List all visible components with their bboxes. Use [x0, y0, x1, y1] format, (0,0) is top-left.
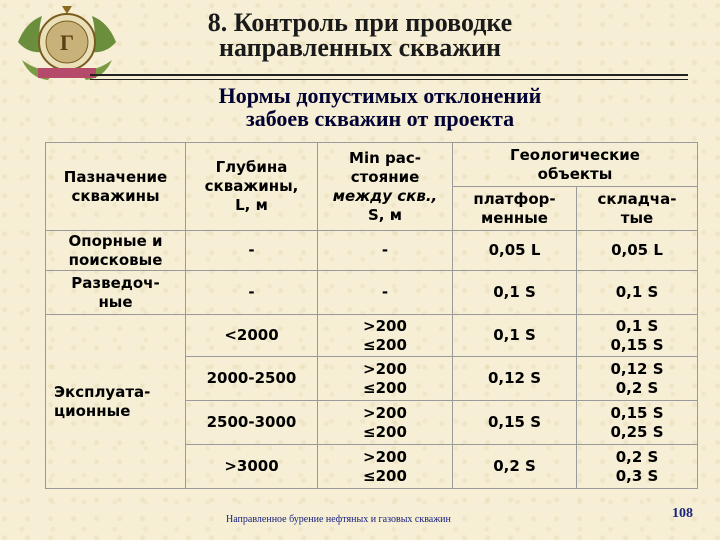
row-label: Опорные и поисковые	[46, 231, 186, 271]
cell-distance: >200 ≤200	[318, 315, 453, 357]
slide-subtitle-line2: забоев скважин от проекта	[245, 106, 515, 131]
deviation-norms-table	[45, 142, 698, 489]
header-platform: платфор- менные	[453, 187, 577, 231]
cell-distance: >200 ≤200	[318, 401, 453, 445]
table-header-row	[46, 143, 698, 187]
page-number: 108	[672, 506, 693, 521]
header-geological-objects: Геологические объекты	[453, 143, 698, 187]
table-row	[46, 231, 698, 271]
slide-subtitle	[150, 84, 610, 130]
slide-title-line2: направленных скважин	[218, 33, 502, 62]
row-label: Эксплуата- ционные	[46, 315, 186, 489]
cell-folded: 0,1 S 0,15 S	[577, 315, 698, 357]
table-row	[46, 315, 698, 357]
cell-folded: 0,05 L	[577, 231, 698, 271]
cell-depth: -	[186, 231, 318, 271]
header-depth: Глубина скважины, L, м	[186, 143, 318, 231]
cell-distance: -	[318, 231, 453, 271]
cell-distance: >200 ≤200	[318, 445, 453, 489]
cell-folded: 0,1 S	[577, 271, 698, 315]
cell-folded: 0,12 S 0,2 S	[577, 357, 698, 401]
title-divider-thin	[90, 79, 688, 80]
footer-course-title: Направленное бурение нефтяных и газовых скважин	[226, 514, 451, 525]
cell-platform: 0,12 S	[453, 357, 577, 401]
table-row	[46, 271, 698, 315]
cell-platform: 0,05 L	[453, 231, 577, 271]
cell-depth: 2500-3000	[186, 401, 318, 445]
cell-depth: >3000	[186, 445, 318, 489]
header-purpose: Пазначение скважины	[46, 143, 186, 231]
cell-platform: 0,15 S	[453, 401, 577, 445]
slide-subtitle-line1: Нормы допустимых отклонений	[218, 83, 542, 108]
row-label: Разведоч- ные	[46, 271, 186, 315]
title-divider	[90, 74, 688, 76]
cell-depth: <2000	[186, 315, 318, 357]
cell-folded: 0,15 S 0,25 S	[577, 401, 698, 445]
header-min-distance: Min рас- стояние между скв., S, м	[318, 143, 453, 231]
cell-depth: 2000-2500	[186, 357, 318, 401]
cell-platform: 0,1 S	[453, 315, 577, 357]
header-folded: складча- тые	[577, 187, 698, 231]
slide-title-line1: 8. Контроль при проводке	[207, 8, 513, 37]
cell-distance: -	[318, 271, 453, 315]
cell-platform: 0,1 S	[453, 271, 577, 315]
cell-depth: -	[186, 271, 318, 315]
cell-folded: 0,2 S 0,3 S	[577, 445, 698, 489]
slide-title	[150, 10, 570, 60]
university-emblem-icon	[8, 2, 126, 90]
svg-text:Г: Г	[60, 30, 74, 55]
cell-distance: >200 ≤200	[318, 357, 453, 401]
cell-platform: 0,2 S	[453, 445, 577, 489]
